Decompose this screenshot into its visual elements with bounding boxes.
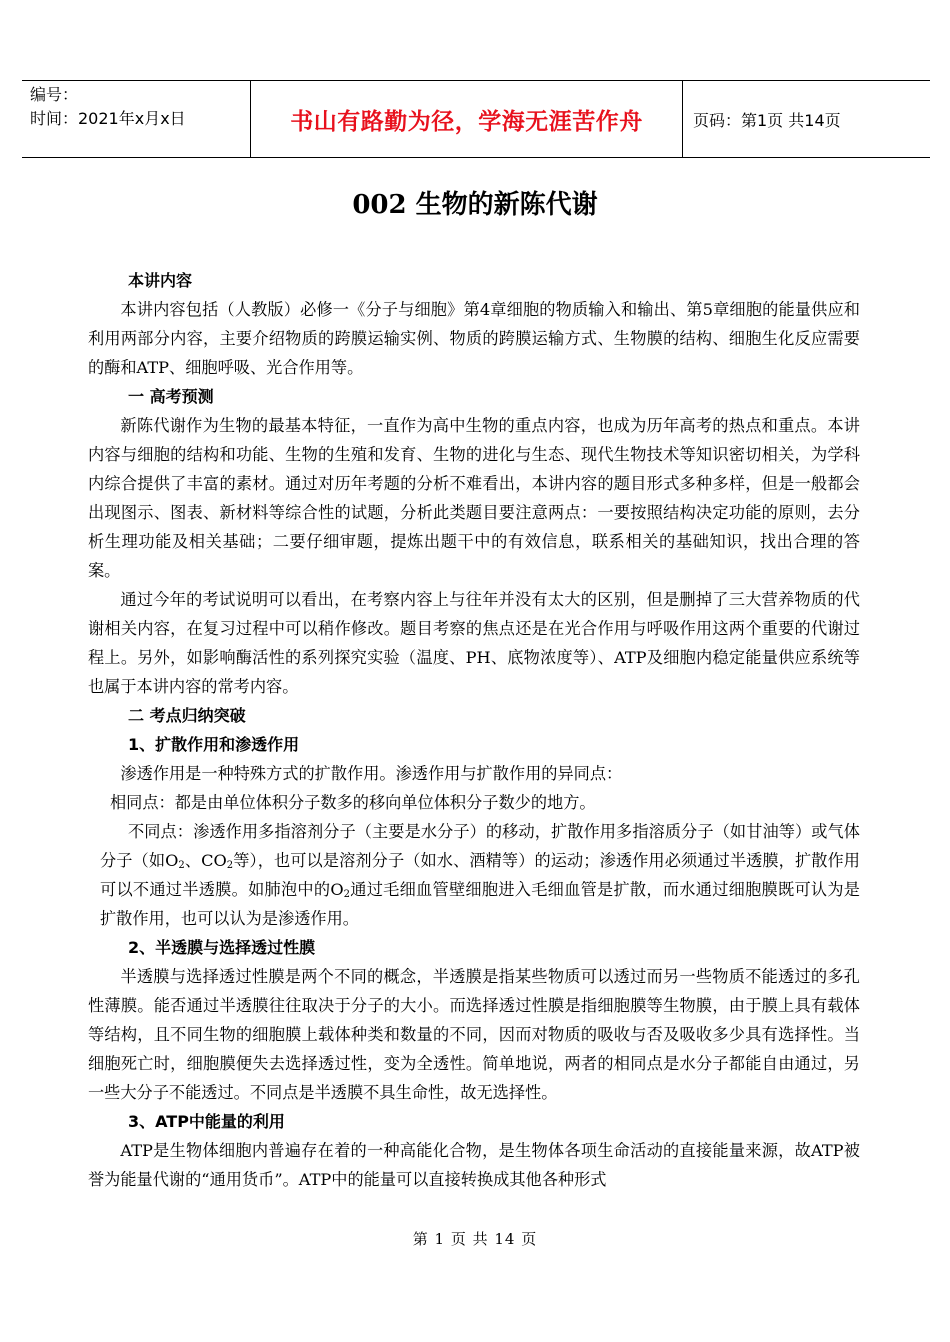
subscript-o2: 2 — [178, 860, 185, 871]
heading-key-points: 二 考点归纳突破 — [128, 706, 246, 725]
page-footer: 第 1 页 共 14 页 — [412, 1230, 538, 1248]
heading-atp: 3、ATP中能量的利用 — [128, 1112, 285, 1131]
paragraph-intro: 本讲内容包括（人教版）必修一《分子与细胞》第4章细胞的物质输入和输出、第5章细胞的能量供应和利用两部分内容，主要介绍物质的跨膜运输实例、物质的跨膜运输方式、生物膜的结构、细胞生化反应需要的酶和ATP、细胞呼吸、光合作用等。 — [88, 300, 860, 377]
serial-label: 编号： — [30, 85, 79, 104]
paragraph-similarity: 相同点：都是由单位体积分子数多的移向单位体积分子数少的地方。 — [110, 793, 596, 812]
heading-forecast: 一 高考预测 — [128, 387, 214, 406]
heading-membranes: 2、半透膜与选择透过性膜 — [128, 938, 316, 957]
paragraph-forecast-1: 新陈代谢作为生物的最基本特征，一直作为高中生物的重点内容，也成为历年高考的热点和重点。本讲内容与细胞的结构和功能、生物的生殖和发育、生物的进化与生态、现代生物技术等知识密切相关，为学科内综合提供了丰富的素材。通过对历年考题的分析不难看出，本讲内容的题目形式多种多样，但是一般都会出现图示、图表、新材料等综合性的试题，分析此类题目要注意两点：一要按照结构决定功能的原则，去分析生理功能及相关基础；二要仔细审题，提炼出题干中的有效信息，联系相关的基础知识，找出合理的答案。 — [88, 416, 860, 580]
paragraph-atp: ATP是生物体细胞内普遍存在着的一种高能化合物，是生物体各项生命活动的直接能量来源，故ATP被誉为能量代谢的“通用货币”。ATP中的能量可以直接转换成其他各种形式 — [88, 1141, 860, 1189]
difference-part-b: 、CO — [184, 851, 227, 870]
document-body — [88, 266, 860, 1194]
paragraph-membranes: 半透膜与选择透过性膜是两个不同的概念，半透膜是指某些物质可以透过而另一些物质不能透过的多孔性薄膜。能否通过半透膜往往取决于分子的大小。而选择透过性膜是指细胞膜等生物膜，由于膜上具有载体等结构，且不同生物的细胞膜上载体种类和数量的不同，因而对物质的吸收与否及吸收多少具有选择性。当细胞死亡时，细胞膜便失去选择透过性，变为全透性。简单地说，两者的相同点是水分子都能自由通过，另一些大分子不能透过。不同点是半透膜不具生命性，故无选择性。 — [88, 967, 860, 1102]
paragraph-osmosis-intro: 渗透作用是一种特殊方式的扩散作用。渗透作用与扩散作用的异同点： — [120, 764, 623, 783]
header-page-info: 页码：第1页 共14页 — [693, 110, 841, 130]
heading-diffusion-osmosis: 1、扩散作用和渗透作用 — [128, 735, 300, 754]
paragraph-forecast-2: 通过今年的考试说明可以看出，在考察内容上与往年并没有太大的区别，但是删掉了三大营养物质的代谢相关内容，在复习过程中可以稍作修改。题目考察的焦点还是在光合作用与呼吸作用这两个重要的代谢过程上。另外，如影响酶活性的系列探究实验（温度、PH、底物浓度等）、ATP及细胞内稳定能量供应系统等也属于本讲内容的常考内容。 — [88, 590, 860, 696]
difference-part-d: 通过毛细血管壁细胞进入毛细血管是扩散，而水通过细胞膜既可认为是扩散作用，也可以认为是渗透作用。 — [100, 880, 860, 928]
subscript-o2-alveoli: 2 — [343, 889, 350, 900]
heading-intro: 本讲内容 — [128, 271, 193, 290]
subscript-co2: 2 — [226, 860, 234, 871]
date-label: 时间：2021年x月x日 — [30, 109, 186, 128]
difference-part-a: 不同点：渗透作用多指溶剂分子（主要是水分子）的移动，扩散作用多指溶质分子（如甘油等）或气体分子（如O — [100, 822, 860, 870]
header-motto: 书山有路勤为径，学海无涯苦作舟 — [251, 81, 683, 157]
difference-part-c: 等），也可以是溶剂分子（如水、酒精等）的运动；渗透作用必须通过半透膜，扩散作用可以不通过半透膜。如肺泡中的O — [100, 851, 860, 899]
paragraph-difference — [88, 817, 860, 933]
document-header — [22, 80, 930, 158]
document-title: 002 生物的新陈代谢 — [352, 190, 598, 220]
header-meta-cell — [22, 81, 251, 157]
